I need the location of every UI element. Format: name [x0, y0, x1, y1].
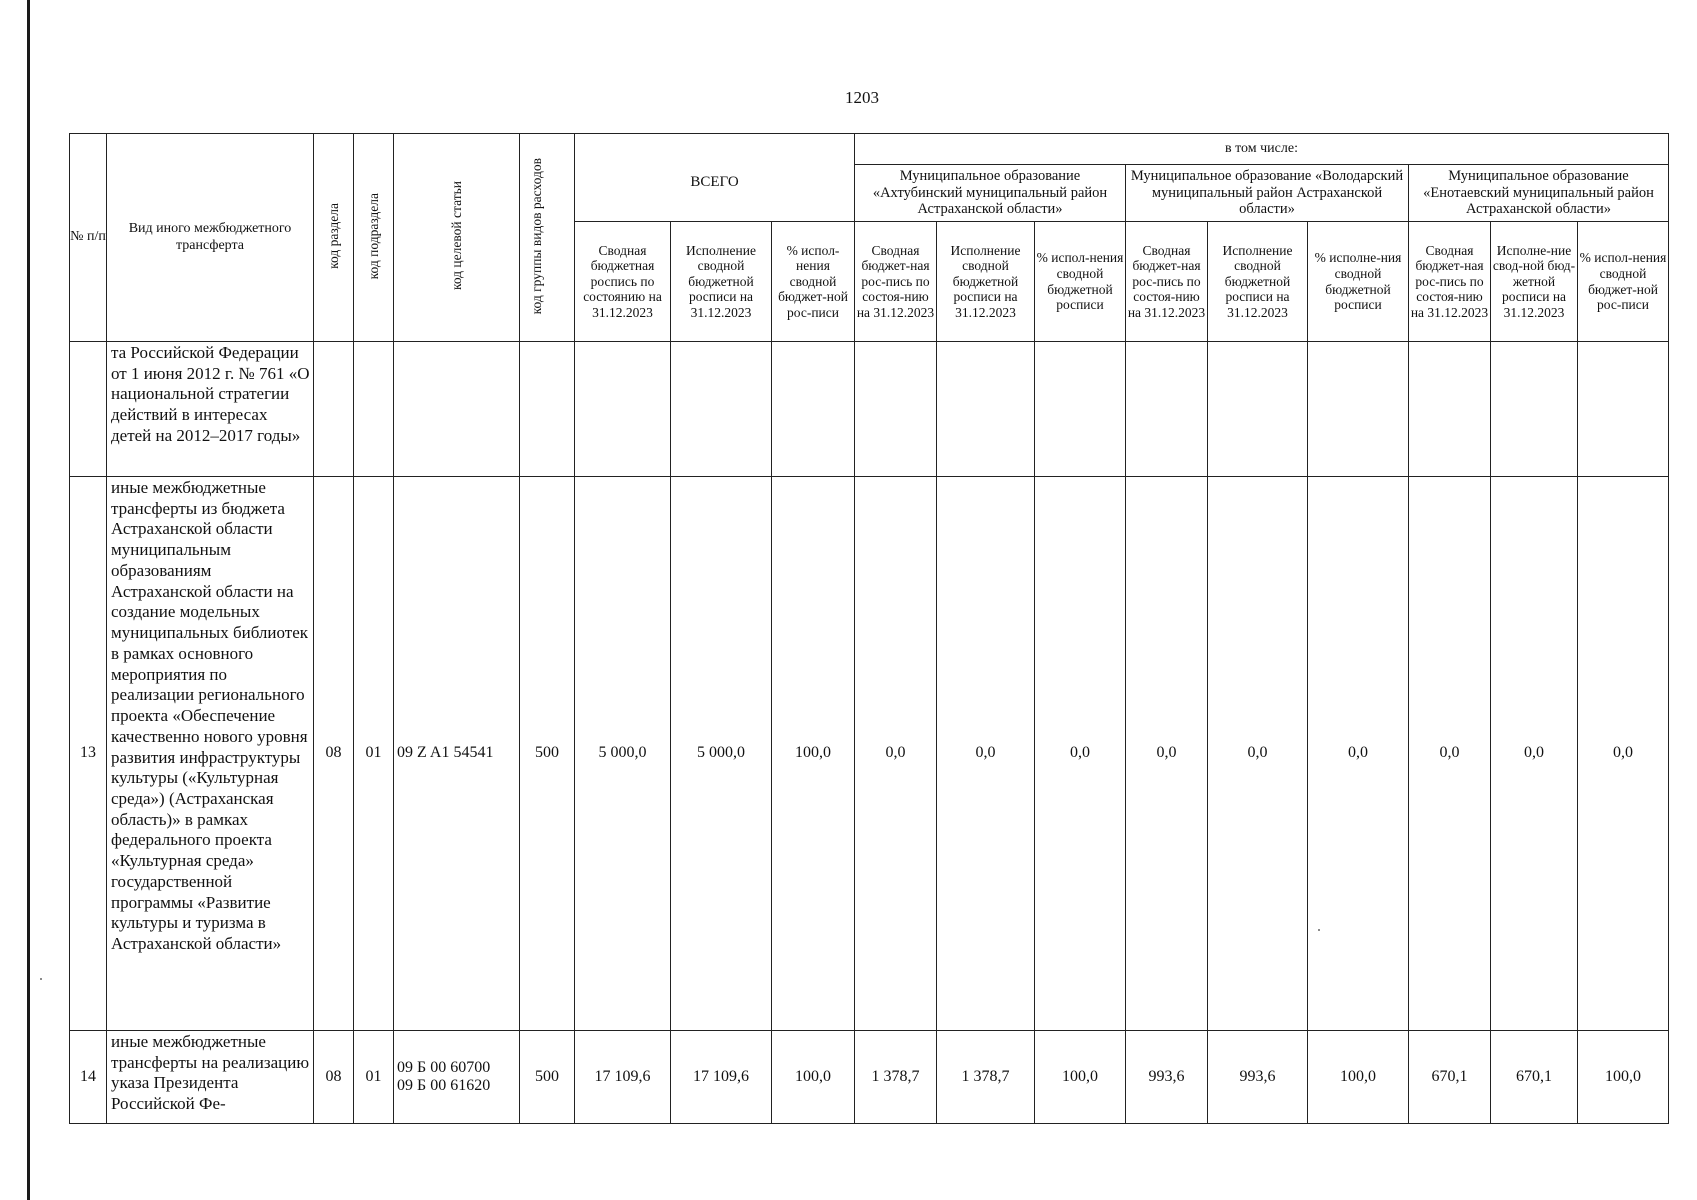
table-row [70, 477, 1669, 1031]
header-m2-pct: % исполне-ния сводной бюджетной росписи [1308, 222, 1409, 342]
row-m1-pct [1035, 342, 1126, 477]
row-m3-plan: 670,1 [1409, 1031, 1491, 1124]
header-m3-pct: % испол-нения сводной бюджет-ной рос-писи [1578, 222, 1669, 342]
row-m2-exec: 993,6 [1208, 1031, 1308, 1124]
row-m3-exec: 670,1 [1491, 1031, 1578, 1124]
row-m3-pct: 0,0 [1578, 477, 1669, 1031]
row-m1-exec [937, 342, 1035, 477]
row-m1-pct: 0,0 [1035, 477, 1126, 1031]
row-total-plan [575, 342, 671, 477]
row-group [520, 342, 575, 477]
header-mun-volodarsky: Муниципальное образование «Володарский муниципальный район Астраханской области» [1126, 165, 1409, 222]
row-total-pct: 100,0 [772, 477, 855, 1031]
header-section [314, 134, 354, 342]
header-total-plan: Сводная бюджетная роспись по состоянию на 31.12.2023 [575, 222, 671, 342]
header-mun-akhtubinsky: Муниципальное образование «Ахтубинский муниципальный район Астраханской области» [855, 165, 1126, 222]
row-m3-pct: 100,0 [1578, 1031, 1669, 1124]
row-m1-plan: 0,0 [855, 477, 937, 1031]
row-m3-plan: 0,0 [1409, 477, 1491, 1031]
row-group: 500 [520, 1031, 575, 1124]
row-m2-plan [1126, 342, 1208, 477]
row-m1-plan [855, 342, 937, 477]
row-total-exec [671, 342, 772, 477]
header-group-label: код группы видов расходов [529, 157, 544, 314]
row-m2-exec: 0,0 [1208, 477, 1308, 1031]
row-target-code-1: 09 Б 00 60700 [397, 1058, 491, 1076]
header-m2-plan: Сводная бюджет-ная рос-пись по состоя-нию на 31.12.2023 [1126, 222, 1208, 342]
header-section-label: код раздела [325, 202, 341, 269]
row-m1-pct: 100,0 [1035, 1031, 1126, 1124]
header-total-exec: Исполнение сводной бюджетной росписи на 31.12.2023 [671, 222, 772, 342]
row-target: 09 Z A1 54541 [394, 477, 520, 1031]
row-m2-pct: 0,0 [1308, 477, 1409, 1031]
row-subsection: 01 [354, 1031, 394, 1124]
header-m1-exec: Исполнение сводной бюджетной росписи на 31.12.2023 [937, 222, 1035, 342]
header-target [394, 134, 520, 342]
row-m2-pct [1308, 342, 1409, 477]
header-subsection [354, 134, 394, 342]
scan-speck [1318, 929, 1320, 931]
binding-line [27, 0, 30, 1200]
row-total-plan: 17 109,6 [575, 1031, 671, 1124]
row-section: 08 [314, 1031, 354, 1124]
row-total-pct [772, 342, 855, 477]
scan-speck [40, 978, 42, 980]
header-m1-pct: % испол-нения сводной бюджетной росписи [1035, 222, 1126, 342]
row-description: иные межбюджетные трансферты на реализацию указа Президента Российской Фе- [107, 1031, 314, 1124]
row-group: 500 [520, 477, 575, 1031]
row-m2-pct: 100,0 [1308, 1031, 1409, 1124]
row-no: 13 [70, 477, 107, 1031]
row-m1-exec: 1 378,7 [937, 1031, 1035, 1124]
row-no [70, 342, 107, 477]
row-section [314, 342, 354, 477]
page-number: 1203 [845, 88, 879, 107]
row-m1-exec: 0,0 [937, 477, 1035, 1031]
row-total-pct: 100,0 [772, 1031, 855, 1124]
row-total-plan: 5 000,0 [575, 477, 671, 1031]
row-m3-pct [1578, 342, 1669, 477]
row-total-exec: 5 000,0 [671, 477, 772, 1031]
header-no: № п/п [70, 134, 107, 342]
budget-table [69, 133, 1669, 1124]
header-including: в том числе: [855, 134, 1669, 165]
row-m3-exec: 0,0 [1491, 477, 1578, 1031]
row-no: 14 [70, 1031, 107, 1124]
header-subsection-label: код подраздела [365, 192, 381, 279]
row-m2-plan: 993,6 [1126, 1031, 1208, 1124]
row-m3-exec [1491, 342, 1578, 477]
row-target [394, 1031, 520, 1124]
header-total: ВСЕГО [575, 134, 855, 222]
header-m2-exec: Исполнение сводной бюджетной росписи на 31.12.2023 [1208, 222, 1308, 342]
header-m3-plan: Сводная бюджет-ная рос-пись по состоя-нию на 31.12.2023 [1409, 222, 1491, 342]
row-target [394, 342, 520, 477]
row-target-code-2: 09 Б 00 61620 [397, 1077, 491, 1094]
row-m2-plan: 0,0 [1126, 477, 1208, 1031]
row-total-exec: 17 109,6 [671, 1031, 772, 1124]
header-m3-exec: Исполне-ние свод-ной бюд-жетной росписи на 31.12.2023 [1491, 222, 1578, 342]
header-group [520, 134, 575, 342]
row-description: та Российской Федерации от 1 июня 2012 г. № 761 «О национальной стратегии действий в интересах детей на 2012–2017 годы» [107, 342, 314, 477]
header-m1-plan: Сводная бюджет-ная рос-пись по состоя-нию на 31.12.2023 [855, 222, 937, 342]
row-section: 08 [314, 477, 354, 1031]
header-total-pct: % испол-нения сводной бюджет-ной рос-писи [772, 222, 855, 342]
header-target-label: код целевой статьи [448, 181, 464, 291]
row-subsection [354, 342, 394, 477]
row-m2-exec [1208, 342, 1308, 477]
table-row [70, 342, 1669, 477]
row-m3-plan [1409, 342, 1491, 477]
header-mun-enotaevsky: Муниципальное образование «Енотаевский муниципальный район Астраханской области» [1409, 165, 1669, 222]
row-description: иные межбюджетные трансферты из бюджета Астраханской области муниципальным образованиям Астраханской области на создание модельных муниципальных библиотек в рамках основного мероприятия по реализации регионального проекта «Обеспечение качественно нового уровня развития инфраструктуры культуры («Культурная среда») (Астраханская область)» в рамках федерального проекта «Культурная среда» государственной программы «Развитие культуры и туризма в Астраханской области» [107, 477, 314, 1031]
row-m1-plan: 1 378,7 [855, 1031, 937, 1124]
header-type: Вид иного межбюджетного трансферта [107, 134, 314, 342]
row-subsection: 01 [354, 477, 394, 1031]
header-row-1 [70, 134, 1669, 165]
table-row [70, 1031, 1669, 1124]
